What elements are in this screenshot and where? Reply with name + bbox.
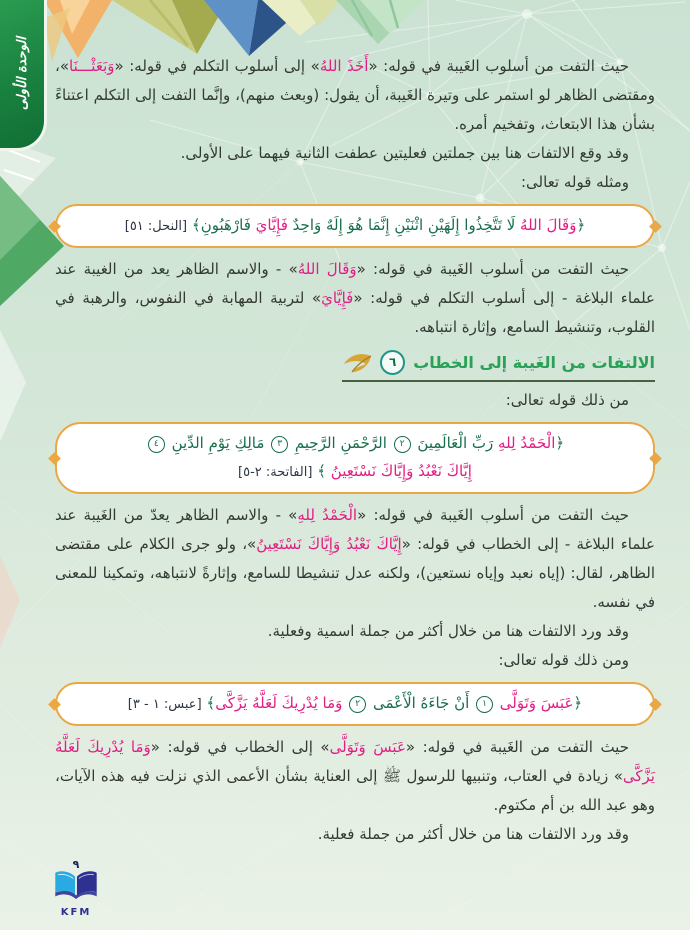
ayah-close-bracket: ﴾ (191, 216, 201, 234)
quran-inline-quote: وَمَا يُدْرِيكَ لَعَلَّهُ يَزَّكَّى (55, 738, 655, 785)
verse-highlight: عَبَسَ وَتَوَلَّى (495, 694, 574, 712)
body-text: » لتربية المهابة في النفوس، والرهبة في القلوب، وتنشيط السامع، وإثارة انتباهه. (55, 289, 655, 336)
verse-text: رَبِّ الْعَالَمِينَ (412, 434, 499, 452)
section-number-badge: ٦ (380, 350, 405, 375)
verse-reference: [عبس: ١ - ٣] (127, 697, 202, 712)
paragraph-3 (55, 501, 655, 617)
paragraph-1 (55, 52, 655, 139)
verse-text: الرَّحْمَنِ الرَّحِيمِ (290, 434, 392, 452)
quran-inline-quote: وَبَعَثْـــنَا (69, 57, 115, 75)
body-text: حيث التفت من أسلوب الغَيبة في قوله: « (356, 260, 629, 278)
quran-inline-quote: أَخَذَ اللهُ (319, 57, 369, 75)
body-text: » إلى أسلوب التكلم في قوله: « (114, 57, 320, 75)
ayah-number: ٤ (148, 436, 165, 453)
ayah-number: ٣ (271, 436, 288, 453)
quran-inline-quote: فَإِيَّايَ (321, 289, 354, 307)
quran-inline-quote: إِيَّاكَ نَعْبُدُ وَإِيَّاكَ نَسْتَعِينُ (256, 535, 402, 553)
verse-highlight: وَقَالَ اللهُ (520, 216, 577, 234)
paragraph-4 (55, 733, 655, 820)
verse-text: فَارْهَبُونِ (200, 216, 256, 234)
section-heading (342, 350, 655, 382)
ayah-close-bracket: ﴾ (317, 462, 327, 480)
ayah-open-bracket: ﴿ (573, 694, 583, 712)
verse-reference: [الفاتحة: ٢-٥] (238, 465, 313, 480)
verse-box-fatiha (55, 422, 655, 494)
verse-box-abasa (55, 682, 655, 726)
section-heading-label: الالتفات من الغَيبة إلى الخطاب (413, 352, 655, 372)
ayah-close-bracket: ﴾ (206, 694, 216, 712)
body-text: »، ومقتضى الظاهر لو استمر على وتيرة الغَيبة، أن يقول: (وبعث منهم)، وإنَّما التفت إلى التكلم اعتناءً بشأن هذا الابتعاث، وتفخيم أمره. (55, 57, 655, 133)
ayah-number: ٢ (394, 436, 411, 453)
verse-highlight: فَإِيَّايَ (255, 216, 288, 234)
page-number: ٩ (72, 858, 80, 871)
body-text: » زيادة في العتاب، وتنبيها للرسول ﷺ إلى العناية بشأن الأعمى الذي نزلت فيه هذه الآيات، وهو عبد الله بن أم مكتوم. (55, 767, 655, 814)
quran-inline-quote: وَقَالَ اللهُ (297, 260, 357, 278)
paragraph-3b: وقد ورد الالتفات هنا من خلال أكثر من جملة اسمية وفعلية. (267, 622, 629, 640)
page-content (55, 52, 655, 849)
ayah-number: ٢ (349, 696, 366, 713)
verse-text: أَنْ جَاءَهُ الْأَعْمَى (368, 694, 475, 712)
paragraph-2 (55, 255, 655, 342)
ayah-open-bracket: ﴿ (576, 216, 586, 234)
paragraph-2c: من ذلك قوله تعالى: (505, 391, 629, 409)
verse-highlight: وَمَا يُدْرِيكَ لَعَلَّهُ يَزَّكَّى (215, 694, 348, 712)
publisher-logo (46, 859, 106, 918)
unit-tab (0, 0, 47, 151)
verse-highlight: الْحَمْدُ لِلهِ (498, 434, 556, 452)
verse-reference: [النحل: ٥١] (124, 219, 188, 234)
ayah-open-bracket: ﴿ (555, 434, 565, 452)
body-text: » - والاسم الظاهر يعدّ من الغَيبة عند علماء البلاغة - إلى الخطاب في قوله: « (55, 506, 655, 553)
publisher-logo-text: KFM (60, 907, 92, 918)
gold-leaf-icon (342, 352, 372, 374)
body-text: » إلى الخطاب في قوله: « (150, 738, 330, 756)
body-text: حيث التفت من أسلوب الغَيبة في قوله: « (368, 57, 630, 75)
body-text: حيث التفت من أسلوب الغَيبة في قوله: « (357, 506, 629, 524)
verse-highlight: إِيَّاكَ نَعْبُدُ وَإِيَّاكَ نَسْتَعِينُ (326, 462, 472, 480)
body-text: »، ولو جرى الكلام على مقتضى الظاهر، لقال: (إياه نعبد وإياه نستعين)، ولكنه عدل تنشيطا للسامع، وإثارةً لانتباهه، وتمكينا للمعنى في نفسه. (55, 535, 655, 611)
verse-text: مَالِكِ يَوْمِ الدِّينِ (166, 434, 270, 452)
quran-inline-quote: عَبَسَ وَتَوَلَّى (329, 738, 406, 756)
body-text: » - والاسم الظاهر يعد من الغيبة عند علماء البلاغة - إلى أسلوب التكلم في قوله: « (55, 260, 655, 307)
open-book-logo-icon (52, 870, 100, 902)
paragraph-1b: وقد وقع الالتفات هنا بين جملتين فعليتين عطفت الثانية فيهما على الأولى. (180, 144, 629, 162)
quran-inline-quote: الْحَمْدُ لِلهِ (297, 506, 358, 524)
body-text: حيث التفت من الغَيبة في قوله: « (405, 738, 629, 756)
paragraph-1c: ومثله قوله تعالى: (521, 173, 629, 191)
ayah-number: ١ (476, 696, 493, 713)
paragraph-3c: ومن ذلك قوله تعالى: (498, 651, 629, 669)
unit-tab-label: الوحدة الأولى (14, 37, 30, 111)
verse-text: لَا تَتَّخِذُوا إِلَهَيْنِ اثْنَيْنِ إِنَّمَا هُوَ إِلَهٌ وَاحِدٌ (287, 216, 521, 234)
paragraph-4b: وقد ورد الالتفات هنا من خلال أكثر من جملة فعلية. (317, 825, 629, 843)
verse-box-nahl-51 (55, 204, 655, 248)
